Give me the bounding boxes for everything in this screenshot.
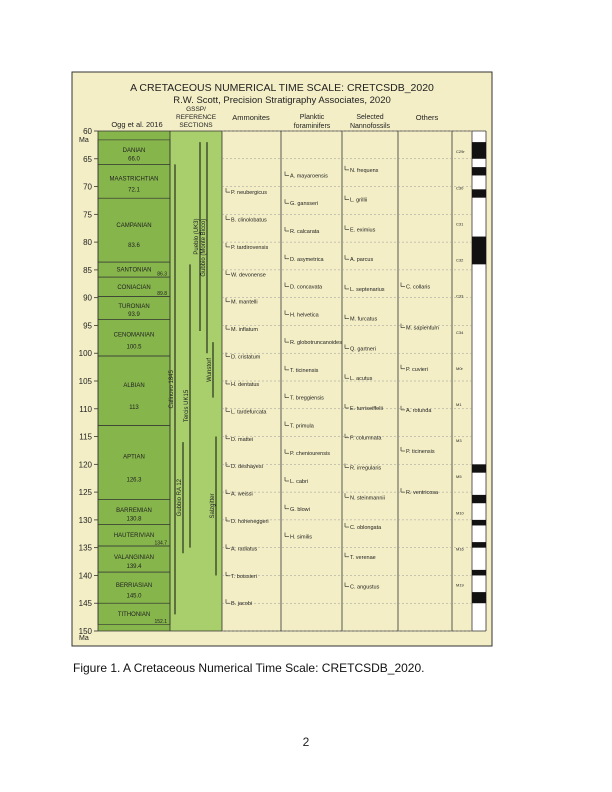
stage-age: 152.1 xyxy=(154,618,167,625)
header-others: Others xyxy=(415,113,439,122)
stage-name: SANTONIAN xyxy=(116,267,152,274)
ammonite-name: D. mattei xyxy=(231,436,254,443)
nannofossil-name: A. parcus xyxy=(350,257,374,264)
gssp-label: Gubbio (Monte Bicco) xyxy=(201,218,207,277)
stage-name: CENOMANIAN xyxy=(113,332,155,339)
axis-label-115: 115 xyxy=(79,432,92,442)
others-name: R. ventricosa xyxy=(406,490,439,497)
mag-polarity-block xyxy=(472,570,486,576)
nannofossil-name: E. turriseiffelii xyxy=(350,405,383,412)
mag-label: C29r xyxy=(456,149,465,155)
axis-label-135: 135 xyxy=(78,543,92,553)
mag-label: C32 xyxy=(456,257,464,263)
ammonite-name: B. clinolobatus xyxy=(231,217,267,224)
axis-label-60: 60 xyxy=(83,127,92,136)
planktic-name: G. gansseri xyxy=(290,201,319,208)
header-gssp-1: GSSP/ xyxy=(186,106,206,113)
planktic-name: G. blowi xyxy=(290,506,310,513)
planktic-name: H. helvetica xyxy=(290,312,319,319)
others-name: M. sapientum xyxy=(406,325,440,332)
figure-caption: Figure 1. A Cretaceous Numerical Time Scale: CRETCSDB_2020. xyxy=(73,661,425,675)
stage-age: 145.0 xyxy=(126,593,142,600)
stage-age: 93.9 xyxy=(128,311,140,318)
ammonite-name: A. radiatus xyxy=(231,546,258,553)
ammonite-name: P. tardirovensis xyxy=(231,244,269,251)
mag-column-fill xyxy=(472,131,486,631)
stage-name: APTIAN xyxy=(123,454,145,461)
stage-age: 83.6 xyxy=(128,243,140,250)
ammonite-name: D. deshayesi xyxy=(231,464,263,471)
gssp-label: Tercis UK15 xyxy=(184,389,190,423)
axis-label-80: 80 xyxy=(83,238,92,248)
stage-name: TURONIAN xyxy=(118,304,150,311)
header-nanno-2: Nannofossils xyxy=(349,123,391,130)
nannofossil-name: C. angustus xyxy=(350,584,380,591)
ammonite-name: M. inflatum xyxy=(231,327,258,334)
mag-polarity-block xyxy=(472,237,486,265)
nannofossil-name: C. oblongata xyxy=(350,525,382,532)
ammonite-name: T. boissieri xyxy=(231,573,257,580)
axis-label-125: 125 xyxy=(78,488,92,498)
mag-label: M19 xyxy=(456,582,464,588)
nannofossil-name: N. steinmannii xyxy=(350,495,385,502)
stage-name: VALANGINIAN xyxy=(114,554,154,561)
stage-age: 139.4 xyxy=(126,563,142,570)
planktic-name: P. cheniourensis xyxy=(290,451,330,458)
header-ammonites: Ammonites xyxy=(232,113,270,122)
mag-label: M5 xyxy=(456,474,462,480)
ammonite-name: A. weissi xyxy=(231,491,253,498)
header-planktic-2: foraminifers xyxy=(293,123,331,130)
planktic-name: R. calcarata xyxy=(290,229,320,235)
ammonite-name: L. tardefurcata xyxy=(231,409,267,416)
mag-label: C33 xyxy=(456,293,464,299)
header-ogg: Ogg et al. 2016 xyxy=(111,120,163,129)
page-number: 2 xyxy=(302,735,310,749)
planktic-name: D. concavata xyxy=(290,284,323,291)
ammonite-name: W. devonense xyxy=(231,272,266,279)
axis-label-105: 105 xyxy=(78,377,92,386)
axis-label-85: 85 xyxy=(83,265,92,275)
others-name: P. ticinensis xyxy=(406,449,435,455)
gssp-label: Pueblo (UK3) xyxy=(194,218,200,255)
stage-age: 72.1 xyxy=(128,187,140,194)
axis-label-140: 140 xyxy=(78,571,92,581)
axis-unit-top: Ma xyxy=(79,137,89,144)
stage-name: TITHONIAN xyxy=(117,611,151,618)
stage-age: 134.7 xyxy=(154,540,167,547)
stage-age: 113 xyxy=(129,405,139,411)
mag-label: C31 xyxy=(456,221,464,227)
ammonite-name: M. mantelli xyxy=(231,299,258,306)
mag-polarity-block xyxy=(472,592,486,603)
nannofossil-name: L. grillii xyxy=(350,197,368,204)
axis-label-120: 120 xyxy=(78,460,92,470)
mag-polarity-block xyxy=(472,142,486,159)
stage-name: BARREMIAN xyxy=(116,507,152,514)
others-name: C. collaris xyxy=(406,284,431,291)
stage-name: MAASTRICHTIAN xyxy=(109,176,159,183)
axis-label-130: 130 xyxy=(78,515,92,525)
mag-label: C34 xyxy=(456,329,464,335)
others-name: A. rotunda xyxy=(406,407,432,414)
mag-label: M3 xyxy=(456,438,462,444)
stage-age: 66.0 xyxy=(128,156,140,163)
nannofossil-name: L. septenarius xyxy=(350,286,385,293)
planktic-name: T. breggiensis xyxy=(290,395,324,402)
stage-name: BERRIASIAN xyxy=(115,583,153,590)
axis-label-95: 95 xyxy=(83,321,92,331)
stage-age: 126.3 xyxy=(126,477,142,484)
axis-label-90: 90 xyxy=(83,293,92,303)
figure-subtitle: R.W. Scott, Precision Stratigraphy Associates, 2020 xyxy=(173,95,391,106)
ammonite-name: D. hoheneggeri xyxy=(231,519,269,525)
mag-polarity-block xyxy=(472,189,486,197)
gssp-label: Gubbio RA 12 xyxy=(177,478,183,517)
planktic-name: R. globotruncanoides xyxy=(290,340,342,347)
axis-unit-bottom: Ma xyxy=(79,635,89,642)
axis-label-110: 110 xyxy=(79,404,92,414)
header-planktic-1: Planktic xyxy=(299,114,325,121)
mag-label: M1 xyxy=(456,402,462,407)
stage-age: 100.5 xyxy=(126,344,142,351)
stage-name: CAMPANIAN xyxy=(116,223,152,230)
gssp-label: Wunstorf xyxy=(207,357,213,382)
planktic-name: L. cabri xyxy=(290,479,309,485)
mag-label: M10 xyxy=(456,510,464,516)
mag-label: M0r xyxy=(456,365,463,371)
nannofossil-name: E. eximius xyxy=(350,227,376,234)
planktic-name: H. similis xyxy=(290,534,312,541)
stage-name: ALBIAN xyxy=(123,383,145,390)
planktic-name: A. mayaroensis xyxy=(290,173,328,180)
nannofossil-name: N. frequens xyxy=(350,167,379,174)
mag-polarity-block xyxy=(472,464,486,472)
ammonite-name: D. cristatum xyxy=(231,354,261,361)
axis-label-145: 145 xyxy=(78,599,92,609)
figure-title: A CRETACEOUS NUMERICAL TIME SCALE: CRETCSDB_2020 xyxy=(130,82,434,94)
mag-label: C30 xyxy=(456,185,464,191)
mag-polarity-block xyxy=(472,495,486,503)
mag-polarity-block xyxy=(472,542,486,548)
stage-age: 86.3 xyxy=(157,271,167,278)
ammonite-name: H. dentatus xyxy=(231,381,260,388)
planktic-name: T. ticinensis xyxy=(290,367,319,374)
others-name: P. cuvieri xyxy=(406,366,428,373)
gssp-label: Calinovo 1845 xyxy=(169,370,175,409)
planktic-name: T. primula xyxy=(290,423,314,430)
stage-name: CONIACIAN xyxy=(117,284,151,291)
stage-name: DANIAN xyxy=(122,148,146,155)
nannofossil-name: M. furcatus xyxy=(350,316,378,323)
ammonite-name: B. jacobi xyxy=(231,601,253,608)
axis-label-150: 150 xyxy=(78,627,92,636)
ammonite-name: P. neubergicus xyxy=(231,190,267,197)
header-gssp-3: SECTIONS xyxy=(179,122,213,129)
axis-label-70: 70 xyxy=(83,182,92,192)
axis-label-100: 100 xyxy=(78,349,92,359)
stage-name: HAUTERIVIAN xyxy=(113,533,155,540)
mag-polarity-block xyxy=(472,167,486,175)
nannofossil-name: L. acutus xyxy=(350,376,373,383)
mag-polarity-block xyxy=(472,520,486,526)
axis-label-75: 75 xyxy=(83,210,92,220)
stage-age: 130.8 xyxy=(126,516,142,523)
axis-label-65: 65 xyxy=(83,154,92,164)
gssp-column-fill xyxy=(170,131,222,631)
planktic-name: D. asymetrica xyxy=(290,256,324,263)
nannofossil-name: R. irregularis xyxy=(350,465,382,472)
nannofossil-name: T. verenae xyxy=(350,554,376,561)
header-nanno-1: Selected xyxy=(356,114,384,121)
nannofossil-name: P. columnata xyxy=(350,435,382,442)
nannofossil-name: Q. gartneri xyxy=(350,346,376,353)
header-gssp-2: REFERENCE xyxy=(175,114,217,121)
mag-label: M16 xyxy=(456,546,464,552)
stage-age: 89.8 xyxy=(157,291,167,298)
gssp-label: Salzgitter xyxy=(210,493,216,519)
